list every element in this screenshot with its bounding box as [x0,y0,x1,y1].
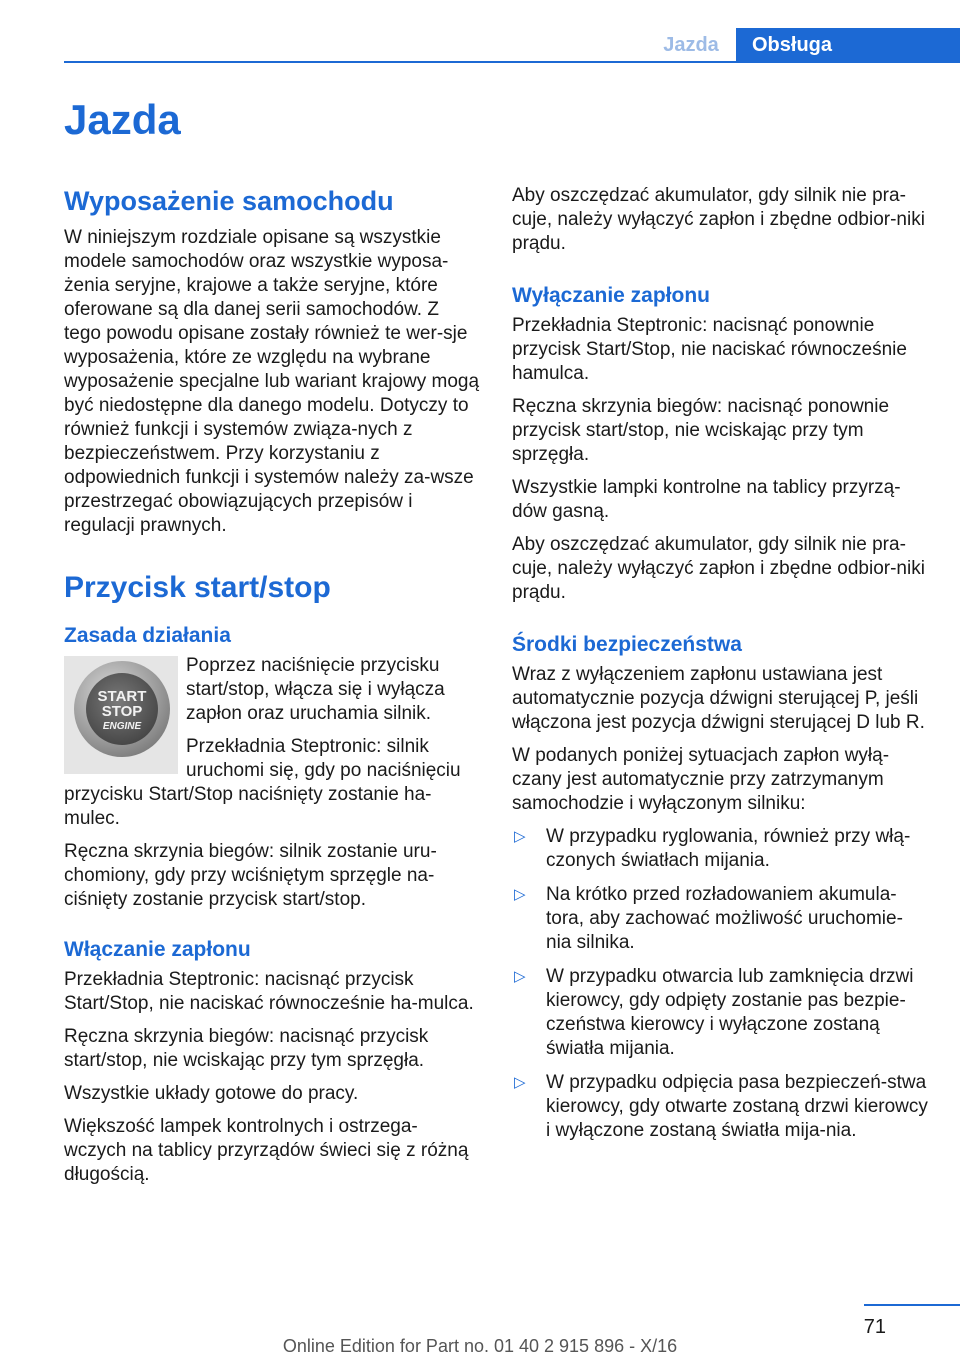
safety-bullet-list [512,825,928,1143]
ignition-on-text-3: Wszystkie układy gotowe do pracy. [64,1083,359,1104]
safety-text-1: Wraz z wyłączeniem zapłonu ustawiana jest automatycznie pozycja dźwigni sterującej P, jeśli włączona jest pozycja dźwigni sterującej D lub R. [512,664,925,733]
right-column [512,184,928,1153]
ignition-on-text-2: Ręczna skrzynia biegów: nacisnąć przycisk start/stop, nie wciskając przy tym sprzęgła. [64,1026,429,1071]
principle-text-1: Poprzez naciśnięcie przycisku start/stop, włącza się i wyłącza zapłon oraz uruchamia silnik. [186,655,445,724]
list-item: ▷ W przypadku odpięcia pasa bezpieczeń‐stwa kierowcy, gdy otwarte zostaną drzwi kierowcy i wyłączone zostaną światła mija‐nia. [514,1072,928,1141]
list-item: ▷ Na krótko przed rozładowaniem akumula‐tora, aby zachować możliwość uruchomie‐nia silnika. [514,884,903,953]
button-label-stop: STOP [101,703,143,720]
list-item: ▷ W przypadku ryglowania, również przy włą‐czonych światłach mijania. [514,826,911,871]
ignition-off-heading: Wyłączanie zapłonu [512,284,710,307]
page-number: 71 [863,1316,886,1338]
ignition-off-text-4: Aby oszczędzać akumulator, gdy silnik nie pra‐cuje, należy wyłączyć zapłon i zbędne odbior‐niki prądu. [512,534,925,603]
ignition-on-heading: Włączanie zapłonu [64,938,251,961]
start-stop-heading: Przycisk start/stop [64,571,331,604]
equipment-heading: Wyposażenie samochodu [64,186,394,216]
principle-text-2: Przekładnia Steptronic: silnik uruchomi się, gdy po naciśnięciu przycisku Start/Stop naciśnięty zostanie ha‐mulec. [64,736,461,829]
footer-edition: Online Edition for Part no. 01 40 2 915 896 - X/16 [282,1336,678,1356]
triangle-bullet-icon: ▷ [514,968,526,985]
principle-heading: Zasada działania [64,624,231,647]
ignition-on-text-4: Większość lampek kontrolnych i ostrzega‐wczych na tablicy przyrządów świeci się z różną długością. [64,1116,469,1185]
battery-text: Aby oszczędzać akumulator, gdy silnik nie pra‐cuje, należy wyłączyć zapłon i zbędne odbior‐niki prądu. [512,185,925,254]
triangle-bullet-icon: ▷ [514,828,526,845]
footer-divider [864,1304,960,1306]
principle-text-3: Ręczna skrzynia biegów: silnik zostanie uru‐chomiony, gdy przy wciśniętym sprzęgle na‐ciśnięty zostanie przycisk start/stop. [64,841,437,910]
button-label-start: START [97,688,147,705]
tab-jazda[interactable]: Jazda [663,34,719,56]
ignition-off-text-1: Przekładnia Steptronic: nacisnąć ponownie przycisk Start/Stop, nie naciskać równocześnie hamulca. [512,315,907,384]
header-divider [64,61,960,63]
start-stop-button-icon [74,661,170,757]
page-title: Jazda [64,96,181,143]
triangle-bullet-icon: ▷ [514,886,526,903]
safety-text-2: W podanych poniżej sytuacjach zapłon wyłą‐czany jest automatycznie przy zatrzymanym samochodzie i wyłączonym silniku: [512,745,890,814]
button-label-engine: ENGINE [102,721,142,732]
start-stop-button-image [64,656,178,774]
list-item: ▷ W przypadku otwarcia lub zamknięcia drzwi kierowcy, gdy odpięty zostanie pas bezpie‐czeństwa kierowcy i wyłączone zostaną światła mijania. [514,966,914,1059]
ignition-off-text-3: Wszystkie lampki kontrolne na tablicy przyrzą‐dów gasną. [512,477,901,522]
triangle-bullet-icon: ▷ [514,1074,526,1091]
safety-heading: Środki bezpieczeństwa [512,633,742,656]
ignition-off-text-2: Ręczna skrzynia biegów: nacisnąć ponownie przycisk start/stop, nie wciskając przy tym sprzęgła. [512,396,890,465]
tab-obsluga[interactable]: Obsługa [736,28,960,63]
ignition-on-text-1: Przekładnia Steptronic: nacisnąć przycisk Start/Stop, nie naciskać równocześnie ha‐mulca. [64,969,474,1014]
equipment-text: W niniejszym rozdziale opisane są wszystkie modele samochodów oraz wszystkie wyposa‐żenia seryjne, krajowe a także seryjne, które oferowane są dla danej serii samochodów. Z tego powodu opisane zostały również te wer‐sje wyposażenia, które ze względu na wybrane wyposażenie specjalne lub wariant krajowy mogą być niedostępne dla danego modelu. Dotyczy to również funkcji i systemów związa‐nych z bezpieczeństwem. Przy korzystaniu z odpowiednich funkcji i systemów należy za‐wsze przestrzegać obowiązujących przepisów i regulacji prawnych. [64,227,480,536]
left-column [64,184,480,1196]
